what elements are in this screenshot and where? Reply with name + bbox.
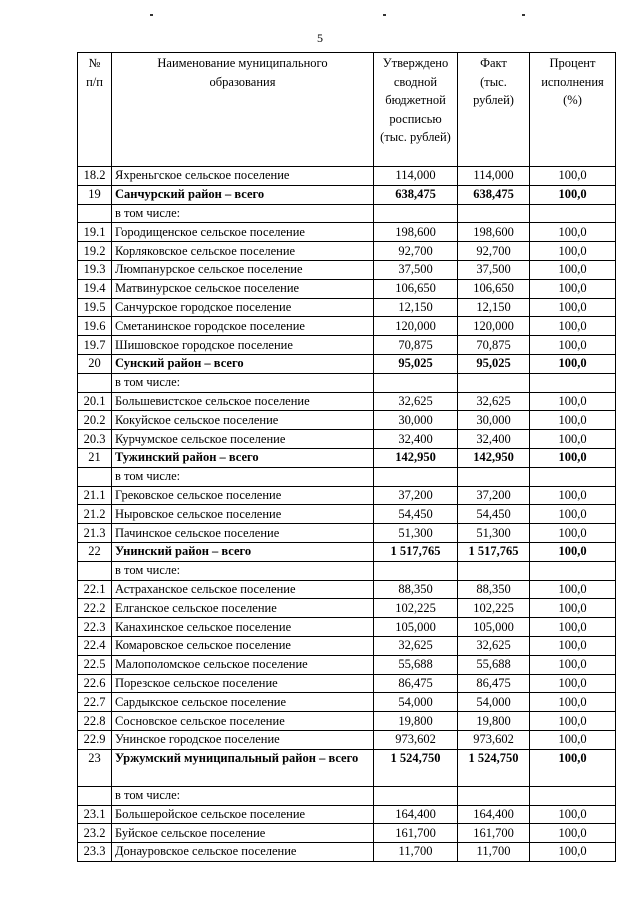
- row-percent: [530, 561, 616, 580]
- row-approved: 1 524,750: [374, 749, 458, 786]
- row-number: 21.2: [78, 505, 112, 524]
- row-name: Матвинурское сельское поселение: [112, 279, 374, 298]
- header-fact: Факт (тыс. рублей): [458, 53, 530, 167]
- row-fact: 106,650: [458, 279, 530, 298]
- subheader-row: [78, 373, 616, 392]
- row-fact: [458, 204, 530, 223]
- row-name: Сардыкское сельское поселение: [112, 693, 374, 712]
- row-name: Сосновское сельское поселение: [112, 712, 374, 731]
- row-number: 22.3: [78, 618, 112, 637]
- row-number: [78, 467, 112, 486]
- row-name: в том числе:: [112, 561, 374, 580]
- table-row: [78, 618, 616, 637]
- row-approved: 51,300: [374, 524, 458, 543]
- row-number: 19.7: [78, 336, 112, 355]
- row-percent: 100,0: [530, 655, 616, 674]
- row-fact: 54,450: [458, 505, 530, 524]
- row-percent: 100,0: [530, 430, 616, 449]
- table-header-row: [78, 53, 616, 167]
- subheader-row: [78, 204, 616, 223]
- row-name: Уржумский муниципальный район – всего: [112, 749, 374, 786]
- row-number: 22.2: [78, 599, 112, 618]
- row-name: Грековское сельское поселение: [112, 486, 374, 505]
- row-fact: 95,025: [458, 354, 530, 373]
- row-fact: 120,000: [458, 317, 530, 336]
- row-percent: 100,0: [530, 542, 616, 561]
- row-percent: 100,0: [530, 674, 616, 693]
- subheader-row: [78, 561, 616, 580]
- district-total-row: [78, 448, 616, 467]
- row-fact: 638,475: [458, 185, 530, 204]
- row-approved: 32,625: [374, 392, 458, 411]
- row-percent: 100,0: [530, 636, 616, 655]
- table-row: [78, 486, 616, 505]
- row-name: Унинское городское поселение: [112, 730, 374, 749]
- table-row: [78, 655, 616, 674]
- row-percent: 100,0: [530, 279, 616, 298]
- header-name: Наименование муниципального образования: [112, 53, 374, 167]
- row-fact: [458, 373, 530, 392]
- row-percent: 100,0: [530, 260, 616, 279]
- row-name: Большевистское сельское поселение: [112, 392, 374, 411]
- table-row: [78, 636, 616, 655]
- row-number: 19.4: [78, 279, 112, 298]
- row-number: 23: [78, 749, 112, 786]
- table-row: [78, 317, 616, 336]
- row-fact: [458, 786, 530, 805]
- row-name: Большеройское сельское поселение: [112, 805, 374, 824]
- row-approved: 70,875: [374, 336, 458, 355]
- row-percent: 100,0: [530, 712, 616, 731]
- row-fact: 32,400: [458, 430, 530, 449]
- header-percent: Процент исполнения (%): [530, 53, 616, 167]
- table-row: [78, 260, 616, 279]
- row-fact: 114,000: [458, 167, 530, 186]
- row-fact: [458, 467, 530, 486]
- row-number: [78, 786, 112, 805]
- row-percent: 100,0: [530, 448, 616, 467]
- row-percent: 100,0: [530, 524, 616, 543]
- table-row: [78, 730, 616, 749]
- row-name: Порезское сельское поселение: [112, 674, 374, 693]
- row-fact: 19,800: [458, 712, 530, 731]
- budget-execution-table: [77, 52, 616, 862]
- table-row: [78, 223, 616, 242]
- row-name: Пачинское сельское поселение: [112, 524, 374, 543]
- table-row: [78, 411, 616, 430]
- row-number: 18.2: [78, 167, 112, 186]
- row-number: 19.5: [78, 298, 112, 317]
- row-percent: [530, 467, 616, 486]
- row-number: [78, 204, 112, 223]
- row-name: в том числе:: [112, 373, 374, 392]
- row-approved: [374, 467, 458, 486]
- header-approved: Утверждено сводной бюджетной росписью (тыс. рублей): [374, 53, 458, 167]
- scan-mark: [150, 14, 153, 16]
- row-fact: 70,875: [458, 336, 530, 355]
- row-approved: 1 517,765: [374, 542, 458, 561]
- row-percent: 100,0: [530, 354, 616, 373]
- row-number: 19.2: [78, 242, 112, 261]
- row-percent: 100,0: [530, 805, 616, 824]
- row-name: в том числе:: [112, 786, 374, 805]
- row-percent: 100,0: [530, 580, 616, 599]
- row-percent: 100,0: [530, 185, 616, 204]
- row-approved: 88,350: [374, 580, 458, 599]
- row-name: Унинский район – всего: [112, 542, 374, 561]
- table-row: [78, 580, 616, 599]
- row-approved: 12,150: [374, 298, 458, 317]
- row-fact: 102,225: [458, 599, 530, 618]
- row-fact: 11,700: [458, 843, 530, 862]
- row-approved: 37,200: [374, 486, 458, 505]
- table-row: [78, 298, 616, 317]
- row-percent: [530, 786, 616, 805]
- table-row: [78, 430, 616, 449]
- row-number: 22.9: [78, 730, 112, 749]
- row-number: 20: [78, 354, 112, 373]
- row-fact: 1 517,765: [458, 542, 530, 561]
- row-approved: 95,025: [374, 354, 458, 373]
- row-number: 22.8: [78, 712, 112, 731]
- district-total-row: [78, 749, 616, 786]
- row-fact: 92,700: [458, 242, 530, 261]
- row-percent: 100,0: [530, 317, 616, 336]
- row-number: 19.6: [78, 317, 112, 336]
- row-name: Сметанинское городское поселение: [112, 317, 374, 336]
- row-fact: 198,600: [458, 223, 530, 242]
- row-approved: 638,475: [374, 185, 458, 204]
- row-fact: 12,150: [458, 298, 530, 317]
- table-row: [78, 524, 616, 543]
- row-name: Санчурское городское поселение: [112, 298, 374, 317]
- row-approved: 105,000: [374, 618, 458, 637]
- row-fact: [458, 561, 530, 580]
- row-percent: 100,0: [530, 843, 616, 862]
- table-row: [78, 242, 616, 261]
- row-name: Сунский район – всего: [112, 354, 374, 373]
- row-percent: 100,0: [530, 749, 616, 786]
- row-fact: 51,300: [458, 524, 530, 543]
- row-number: 21.1: [78, 486, 112, 505]
- row-percent: 100,0: [530, 730, 616, 749]
- row-fact: 86,475: [458, 674, 530, 693]
- row-fact: 142,950: [458, 448, 530, 467]
- row-name: Городищенское сельское поселение: [112, 223, 374, 242]
- row-approved: 161,700: [374, 824, 458, 843]
- row-number: 21: [78, 448, 112, 467]
- row-number: 20.1: [78, 392, 112, 411]
- row-number: 22: [78, 542, 112, 561]
- row-number: 19.3: [78, 260, 112, 279]
- row-percent: 100,0: [530, 824, 616, 843]
- row-fact: 30,000: [458, 411, 530, 430]
- table-row: [78, 805, 616, 824]
- row-fact: 88,350: [458, 580, 530, 599]
- row-name: Люмпанурское сельское поселение: [112, 260, 374, 279]
- row-fact: 1 524,750: [458, 749, 530, 786]
- row-number: 19.1: [78, 223, 112, 242]
- row-fact: 105,000: [458, 618, 530, 637]
- row-fact: 54,000: [458, 693, 530, 712]
- district-total-row: [78, 185, 616, 204]
- row-name: в том числе:: [112, 204, 374, 223]
- row-number: 19: [78, 185, 112, 204]
- row-percent: 100,0: [530, 298, 616, 317]
- row-approved: 30,000: [374, 411, 458, 430]
- table-row: [78, 693, 616, 712]
- row-number: 22.6: [78, 674, 112, 693]
- row-name: Астраханское сельское поселение: [112, 580, 374, 599]
- row-approved: 92,700: [374, 242, 458, 261]
- district-total-row: [78, 542, 616, 561]
- table-row: [78, 674, 616, 693]
- row-approved: [374, 786, 458, 805]
- table-row: [78, 505, 616, 524]
- scan-mark: [522, 14, 525, 16]
- row-fact: 32,625: [458, 392, 530, 411]
- table-row: [78, 392, 616, 411]
- row-number: 21.3: [78, 524, 112, 543]
- row-number: 23.3: [78, 843, 112, 862]
- row-name: Елганское сельское поселение: [112, 599, 374, 618]
- row-fact: 164,400: [458, 805, 530, 824]
- table-row: [78, 167, 616, 186]
- row-approved: 55,688: [374, 655, 458, 674]
- row-percent: 100,0: [530, 618, 616, 637]
- row-number: 22.5: [78, 655, 112, 674]
- row-approved: 102,225: [374, 599, 458, 618]
- row-name: Канахинское сельское поселение: [112, 618, 374, 637]
- row-number: 23.1: [78, 805, 112, 824]
- table-row: [78, 824, 616, 843]
- row-name: Буйское сельское поселение: [112, 824, 374, 843]
- row-fact: 161,700: [458, 824, 530, 843]
- row-number: [78, 561, 112, 580]
- row-approved: 198,600: [374, 223, 458, 242]
- row-fact: 32,625: [458, 636, 530, 655]
- row-approved: [374, 204, 458, 223]
- row-approved: 114,000: [374, 167, 458, 186]
- row-name: Комаровское сельское поселение: [112, 636, 374, 655]
- row-fact: 973,602: [458, 730, 530, 749]
- table-row: [78, 336, 616, 355]
- row-number: 22.4: [78, 636, 112, 655]
- row-name: Санчурский район – всего: [112, 185, 374, 204]
- row-percent: 100,0: [530, 486, 616, 505]
- row-name: Малополомское сельское поселение: [112, 655, 374, 674]
- row-percent: 100,0: [530, 599, 616, 618]
- row-approved: 11,700: [374, 843, 458, 862]
- row-percent: 100,0: [530, 336, 616, 355]
- row-name: Донауровское сельское поселение: [112, 843, 374, 862]
- row-approved: [374, 561, 458, 580]
- table-body: [78, 167, 616, 862]
- row-name: Шишовское городское поселение: [112, 336, 374, 355]
- row-percent: [530, 204, 616, 223]
- row-approved: [374, 373, 458, 392]
- row-fact: 55,688: [458, 655, 530, 674]
- row-percent: 100,0: [530, 167, 616, 186]
- row-approved: 164,400: [374, 805, 458, 824]
- row-name: Курчумское сельское поселение: [112, 430, 374, 449]
- row-percent: 100,0: [530, 392, 616, 411]
- row-percent: 100,0: [530, 411, 616, 430]
- subheader-row: [78, 786, 616, 805]
- row-approved: 973,602: [374, 730, 458, 749]
- row-number: [78, 373, 112, 392]
- row-name: Ныровское сельское поселение: [112, 505, 374, 524]
- row-fact: 37,500: [458, 260, 530, 279]
- row-approved: 32,400: [374, 430, 458, 449]
- row-number: 20.2: [78, 411, 112, 430]
- table-row: [78, 279, 616, 298]
- row-percent: 100,0: [530, 223, 616, 242]
- row-approved: 142,950: [374, 448, 458, 467]
- subheader-row: [78, 467, 616, 486]
- row-approved: 106,650: [374, 279, 458, 298]
- row-approved: 54,000: [374, 693, 458, 712]
- row-approved: 37,500: [374, 260, 458, 279]
- row-number: 22.1: [78, 580, 112, 599]
- row-approved: 86,475: [374, 674, 458, 693]
- row-name: Яхреньгское сельское поселение: [112, 167, 374, 186]
- row-percent: [530, 373, 616, 392]
- row-number: 20.3: [78, 430, 112, 449]
- row-name: в том числе:: [112, 467, 374, 486]
- row-approved: 19,800: [374, 712, 458, 731]
- row-approved: 120,000: [374, 317, 458, 336]
- scan-mark: [383, 14, 386, 16]
- page-number: 5: [317, 31, 323, 45]
- row-number: 23.2: [78, 824, 112, 843]
- table-row: [78, 843, 616, 862]
- row-name: Корляковское сельское поселение: [112, 242, 374, 261]
- table-row: [78, 599, 616, 618]
- table-row: [78, 712, 616, 731]
- row-approved: 32,625: [374, 636, 458, 655]
- row-approved: 54,450: [374, 505, 458, 524]
- district-total-row: [78, 354, 616, 373]
- header-number: № п/п: [78, 53, 112, 167]
- row-percent: 100,0: [530, 242, 616, 261]
- row-fact: 37,200: [458, 486, 530, 505]
- row-name: Тужинский район – всего: [112, 448, 374, 467]
- row-name: Кокуйское сельское поселение: [112, 411, 374, 430]
- row-number: 22.7: [78, 693, 112, 712]
- row-percent: 100,0: [530, 693, 616, 712]
- row-percent: 100,0: [530, 505, 616, 524]
